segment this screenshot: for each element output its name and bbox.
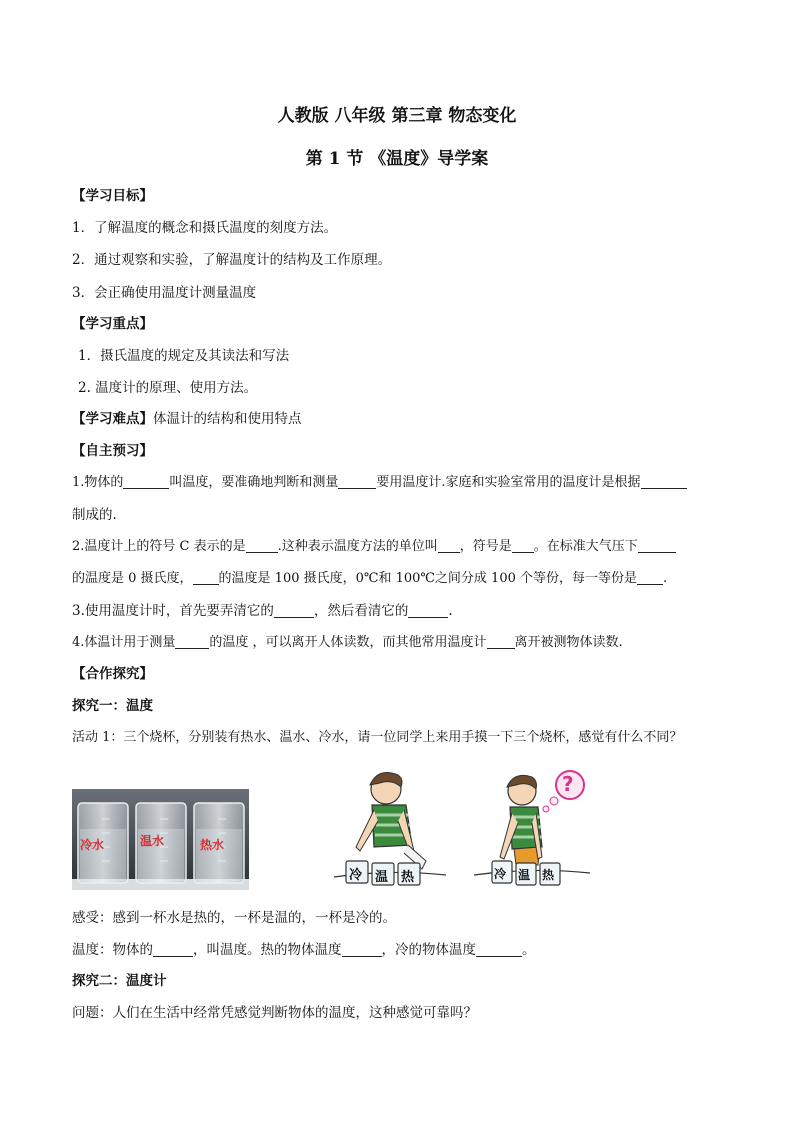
blank[interactable] <box>438 538 460 553</box>
preview-q4 <box>72 633 623 653</box>
feeling-text: 感受：感到一杯水是热的，一杯是温的，一杯是冷的。 <box>72 910 396 926</box>
cup-label-warm-2: 温 <box>518 868 531 882</box>
goals-heading: 【学习目标】 <box>72 188 153 204</box>
q1-text-b: 叫温度，要准确地判断和测量 <box>169 475 339 490</box>
blank[interactable] <box>175 634 209 649</box>
preview-heading: 【自主预习】 <box>72 443 153 459</box>
q4-text-b: 的温度 ，可以离开人体读数，而其他常用温度计 <box>209 635 487 650</box>
blank[interactable] <box>193 570 219 585</box>
question-mark-icon: ? <box>562 772 574 796</box>
explore-part1-heading: 探究一：温度 <box>72 698 153 714</box>
q3-text-c: . <box>448 603 453 619</box>
blank[interactable] <box>638 538 676 553</box>
difficulty-heading: 【学习难点】 <box>72 411 153 427</box>
blank[interactable] <box>274 603 314 618</box>
activity-1-text: 活动 1：三个烧杯，分别装有热水、温水、冷水，请一位同学上来用手摸一下三个烧杯，感觉有什么不同？ <box>72 730 683 745</box>
q3-text-b: ，然后看清它的 <box>313 603 409 619</box>
focus-item-2: 2. 温度计的原理、使用方法。 <box>78 380 258 396</box>
blank[interactable] <box>123 474 169 489</box>
q2-text-d: 。在标准大气压下 <box>533 539 638 554</box>
goal-item-1: 1．了解温度的概念和摄氏温度的刻度方法。 <box>72 220 338 236</box>
focus-heading: 【学习重点】 <box>72 316 153 332</box>
temp-text-d: 。 <box>522 942 536 958</box>
q2-text-b: .这种表示温度方法的单位叫 <box>277 539 438 554</box>
q2-text-f: 的温度是 100 摄氏度，0℃和 100℃之间分成 100 个等份，每一等份是 <box>218 571 638 586</box>
page-subtitle: 第 1 节 《温度》导学案 <box>305 149 489 169</box>
beakers-photo <box>72 789 249 890</box>
q3-text-a: 3.使用温度计时，首先要弄清它的 <box>72 603 274 619</box>
cup-label-warm: 温 <box>375 870 389 885</box>
temperature-definition <box>72 940 536 960</box>
q4-text-a: 4.体温计用于测量 <box>72 635 176 650</box>
cup-label-cold: 冷 <box>349 868 363 883</box>
q2-text-g: . <box>663 571 668 586</box>
photo-label-warm: 温水 <box>140 834 165 848</box>
blank[interactable] <box>476 942 522 957</box>
q2-text-a: 2.温度计上的符号 C 表示的是 <box>72 539 246 554</box>
photo-label-cold: 冷水 <box>80 838 105 852</box>
blank[interactable] <box>153 942 193 957</box>
part2-question: 问题：人们在生活中经常凭感觉判断物体的温度，这种感觉可靠吗？ <box>72 1005 477 1021</box>
temp-text-b: ，叫温度。热的物体温度 <box>193 942 342 958</box>
q2-text-e: 的温度是 0 摄氏度， <box>72 571 193 586</box>
preview-q3 <box>72 601 453 621</box>
boy-confused-illustration <box>474 765 590 891</box>
q1-text-c: 要用温度计.家庭和实验室常用的温度计是根据 <box>376 475 641 490</box>
goal-item-3: 3．会正确使用温度计测量温度 <box>72 285 257 301</box>
blank[interactable] <box>408 603 448 618</box>
preview-q2 <box>72 537 676 557</box>
boy-touching-cups-illustration <box>334 765 446 891</box>
q4-text-c: 离开被测物体读数. <box>514 635 623 650</box>
blank[interactable] <box>487 634 515 649</box>
explore-part2-heading: 探究二：温度计 <box>72 973 167 989</box>
cup-label-hot: 热 <box>401 870 415 885</box>
cup-label-cold-2: 冷 <box>494 867 507 881</box>
cup-label-hot-2: 热 <box>542 868 555 882</box>
preview-q1 <box>72 473 687 493</box>
blank[interactable] <box>637 570 663 585</box>
goal-item-2: 2．通过观察和实验，了解温度计的结构及工作原理。 <box>72 252 392 268</box>
q2-text-c: ，符号是 <box>459 539 512 554</box>
explore-heading: 【合作探究】 <box>72 666 153 682</box>
temp-text-c: ，冷的物体温度 <box>381 942 476 958</box>
blank[interactable] <box>338 474 376 489</box>
blank[interactable] <box>641 474 687 489</box>
q1-text-a: 1.物体的 <box>72 475 124 490</box>
blank[interactable] <box>342 942 382 957</box>
blank[interactable] <box>512 538 534 553</box>
focus-item-1: 1．摄氏温度的规定及其读法和写法 <box>78 348 290 364</box>
difficulty-text: 体温计的结构和使用特点 <box>153 411 302 427</box>
photo-label-hot: 热水 <box>200 838 225 852</box>
difficulty-line <box>72 409 302 429</box>
page-title: 人教版 八年级 第三章 物态变化 <box>277 106 517 126</box>
preview-q1-cont: 制成的. <box>72 507 117 523</box>
blank[interactable] <box>246 538 278 553</box>
preview-q2-cont <box>72 569 667 589</box>
temp-text-a: 温度：物体的 <box>72 942 153 958</box>
